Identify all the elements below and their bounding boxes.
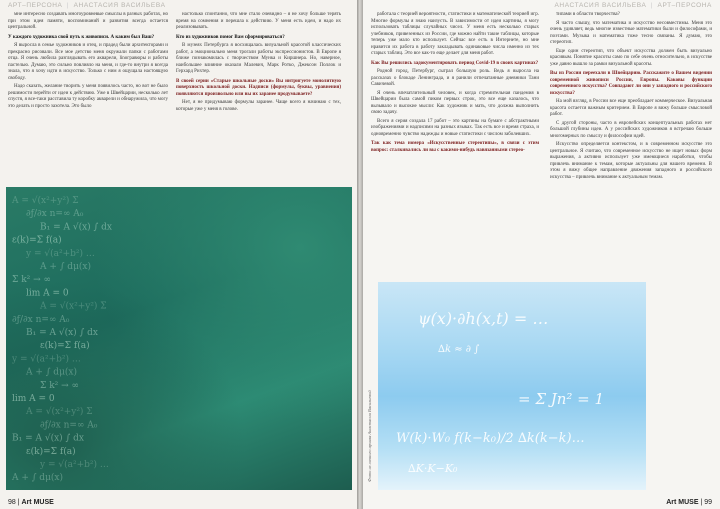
chalkboard-painting-blue: [378, 282, 646, 490]
interview-question: Так как тема номера «Искусственные стереотипы», в связи с этим вопрос: сталкивались ли вы с какими-нибудь навязанными стерео-: [371, 141, 539, 153]
chalk-formula-line: y = √(a²+b²) …: [12, 354, 81, 365]
left-page-header: АРТ–ПЕРСОНА | АНАСТАСИЯ ВАСИЛЬЕВА: [8, 2, 166, 9]
interview-question: Кто из художников помог Вам сформироваться?: [176, 34, 285, 40]
paragraph: Я очень впечатлительный человек, и когда стремительная пандемия в Швейцарии была самой пиком первых строк, это все еще казалось, что вызывало и высокие мысли: Как художник и мать, что должна выполнить свою задачу.: [371, 90, 539, 115]
paragraph: В музеях Петербурга я восхищалась визуальной красотой классических работ, а эмоционально меня трогали работы экспрессионистов. В Европе я ближе познакомилась с творчеством Мунка и Киршнера. Но, наверное, наибольшее влияние оказали Малевич, Марк Ротко, Джексон Поллок и Герхард Рихтер.: [176, 43, 341, 74]
header-artist-name: АНАСТАСИЯ ВАСИЛЬЕВА: [554, 2, 647, 9]
chalk-formula-line: A + ∫ dμ(x): [40, 262, 92, 272]
chalk-formula-line: ε(k)=Σ f(a): [12, 235, 62, 246]
paragraph: Всего я серия создала 17 работ – это картины на бумаге с абстрактными изображениями и надписями на разных языках. Так есть все и время страха, и одновременно чувство надежды и новые статистики с числом заболевших.: [371, 118, 539, 137]
right-page-footer: Art MUSE | 99: [666, 499, 712, 506]
chalk-formula-line: A = √(x²+y²) Σ: [12, 196, 79, 206]
chalk-formula-line: lim A = 0: [26, 288, 69, 299]
paragraph: С другой стороны, часто в европейских концептуальных работах нет большой глубины идеи. А у российских художников я встречаю больше многомерных по смыслу и философии идей.: [550, 120, 712, 139]
paragraph: Нет, я не придумываю формулы заранее. Чаще всего я начинаю с тех, которые уже у меня в голове.: [176, 100, 341, 112]
ink-formula-line: ψ(x)·∂h(x,t) = …: [418, 309, 549, 328]
page-number: 98: [8, 499, 16, 506]
left-column-1: [8, 12, 168, 112]
magazine-name: Art MUSE: [666, 499, 699, 506]
paragraph: работала с теорией вероятности, статистики и математической теорией игр. Многие формулы я знаю наизусть. В зависимости от идеи картины, я могу использовать таблицы случайных чисел. У меня есть несколько старых учебников, привезенных из России, где можно найти такие таблицы, которые теперь уже мало кто использует. Сейчас все есть в Интернете, но мне нравится их работа в работу закладывать одинаковые числа именно из тех старых таблиц. Это все как-то еще делает для меня работ.: [371, 12, 539, 56]
chalk-formula-line: y = √(a²+b²) …: [40, 460, 109, 470]
header-section: АРТ–ПЕРСОНА: [657, 2, 712, 9]
page-number: 99: [704, 499, 712, 506]
paragraph: Надо сказать, желание творить у меня появилось часто, но вот не было решимости перейти от идеи к действию. Уже в Швейцарии, несколько лет спустя, я все-таки расставила ту коробку акварели и обнаружила, что могу это делать и просто захотела. Это было: [8, 84, 168, 109]
paragraph: настолько спонтанно, что мне стало очевидно – я не хочу больше терять время на сомнения и перешла к действию. У меня есть идеи, и надо их реализовывать.: [176, 12, 341, 30]
paragraph: Родной город, Петербург, сыграл большую роль. Ведь я выросла на рассказах о блокаде Ленинграда, и я ранили отпечатанные дневники Тани Савичевой.: [371, 69, 539, 87]
ink-formula-line: ∆k ≈ ∂ ∫: [438, 344, 480, 355]
paragraph: мне интересно создавать многоуровневые смыслы в разных работах, но при этом идея памяти, воспоминаний и развития всегда остается центральной.: [8, 12, 168, 30]
interview-question: В своей серии «Старые школьные доски» Вы интригуете монолитную поверхность школьной доски. Надписи (формулы, буквы, уравнения) появляются произвольно или вы их заранее продумываете?: [176, 78, 341, 97]
right-column-1: [371, 12, 539, 156]
chalk-formula-line: ∂ƒ/∂x n=∞ A₀: [12, 314, 70, 325]
interview-question: У каждого художника свой путь к живописи. А каким был Ваш?: [8, 34, 155, 40]
ink-formulas: [378, 282, 646, 490]
chalk-formula-line: ∂ƒ/∂x n=∞ A₀: [40, 420, 98, 431]
left-page-footer: 98 | Art MUSE: [8, 499, 54, 506]
left-column-2: [176, 12, 341, 115]
chalk-formula-line: B₁ = A √(x) ∫ dx: [26, 328, 98, 338]
header-artist-name: АНАСТАСИЯ ВАСИЛЬЕВА: [73, 2, 166, 9]
chalk-formula-line: B₁ = A √(x) ∫ dx: [40, 222, 112, 233]
photo-caption: Фото из личного архива Анастасии Васильевой: [367, 390, 372, 482]
paragraph: Я часто слышу, что математика и искусство несовместимы. Меня это очень удивляет, ведь многие известные математики были и философами, и поэтами. Музыка и математика тоже тесно связаны. Я думаю, это стереотип.: [550, 20, 712, 45]
chalk-formula-line: A + ∫ dμ(x): [26, 367, 78, 378]
ink-formula-line: ∆K·K−K₀: [408, 462, 458, 475]
chalk-formula-line: B₁ = A √(x) ∫ dx: [12, 433, 84, 444]
interview-question: Вы из России переехали в Швейцарию. Расскажите о Вашем видении современной живописи России, Европы. Каковы функции современного искусства? Совпадают ли они у западного и российского искусства?: [550, 71, 712, 96]
header-section: АРТ–ПЕРСОНА: [8, 2, 63, 9]
paragraph: Искусство определяется контекстом, и в современном искусстве это центральное. Я считаю, что современное искусство не ищет новых форм выражения, а активно использует уже имеющиеся наработки, чтобы привлечь внимание к темам, которые актуальны для нашего времени. В этом я вижу общее направление движения западного и российского искусства – привлечь внимание к актуальным темам.: [550, 142, 712, 180]
chalk-formula-line: Σ k² → ∞: [12, 275, 52, 286]
left-page: [0, 0, 357, 509]
ink-formula-line: = Σ Jn² = 1: [518, 390, 605, 408]
chalk-formula-line: ε(k)=Σ f(a): [26, 446, 76, 457]
chalk-formulas: [6, 187, 352, 490]
chalk-formula-line: ∂ƒ/∂x n=∞ A₀: [26, 209, 84, 220]
chalk-formula-line: lim A = 0: [12, 394, 55, 404]
chalk-formula-line: A = √(x²+y²) Σ: [26, 407, 93, 418]
paragraph: Еще один стереотип, что объект искусства должен быть визуально красивым. Понятие красоты само по себе очень относительно, в искусстве уже давно вышло за рамки визуальной красоты.: [550, 48, 712, 67]
paragraph: Я выросла в семье художников и отец, и прадед были архитекторами и прекрасно рисовали. Все мое детство меня окружали папки с работами отца. Я очень любила разглядывать его акварели, linoгравюры и работы пастелью. Думаю, это сильно повлияло на меня, и где-то внутри я всегда знала, что я хочу идти в искусство. Только с ним я ощущала настоящую свободу.: [8, 43, 168, 81]
chalk-formula-line: Σ k² → ∞: [40, 380, 80, 391]
interview-question: Как Вы решились задокументировать период Covid-19 в своих картинах?: [371, 60, 539, 66]
magazine-name: Art MUSE: [21, 499, 54, 506]
chalk-formula-line: A + ∫ dμ(x): [12, 473, 64, 484]
ink-formula-line: W(k)·W₀ f(k−k₀)/2 ∆k(k−k)…: [396, 431, 585, 446]
chalk-formula-line: y = √(a²+b²) …: [26, 248, 95, 259]
paragraph: На мой взгляд, в России все еще преобладает коммерческое. Визуальная красота остается важным критерием. В Европе я вижу больше смысловой работ.: [550, 99, 712, 117]
chalk-formula-line: ε(k)=Σ f(a): [40, 341, 90, 352]
chalkboard-painting-green: [6, 187, 352, 490]
chalk-formula-line: A = √(x²+y²) Σ: [40, 301, 107, 312]
right-page-header: АНАСТАСИЯ ВАСИЛЬЕВА | АРТ–ПЕРСОНА: [554, 2, 712, 9]
paragraph: типами в области творчества?: [556, 12, 620, 17]
right-column-2: [550, 12, 712, 183]
